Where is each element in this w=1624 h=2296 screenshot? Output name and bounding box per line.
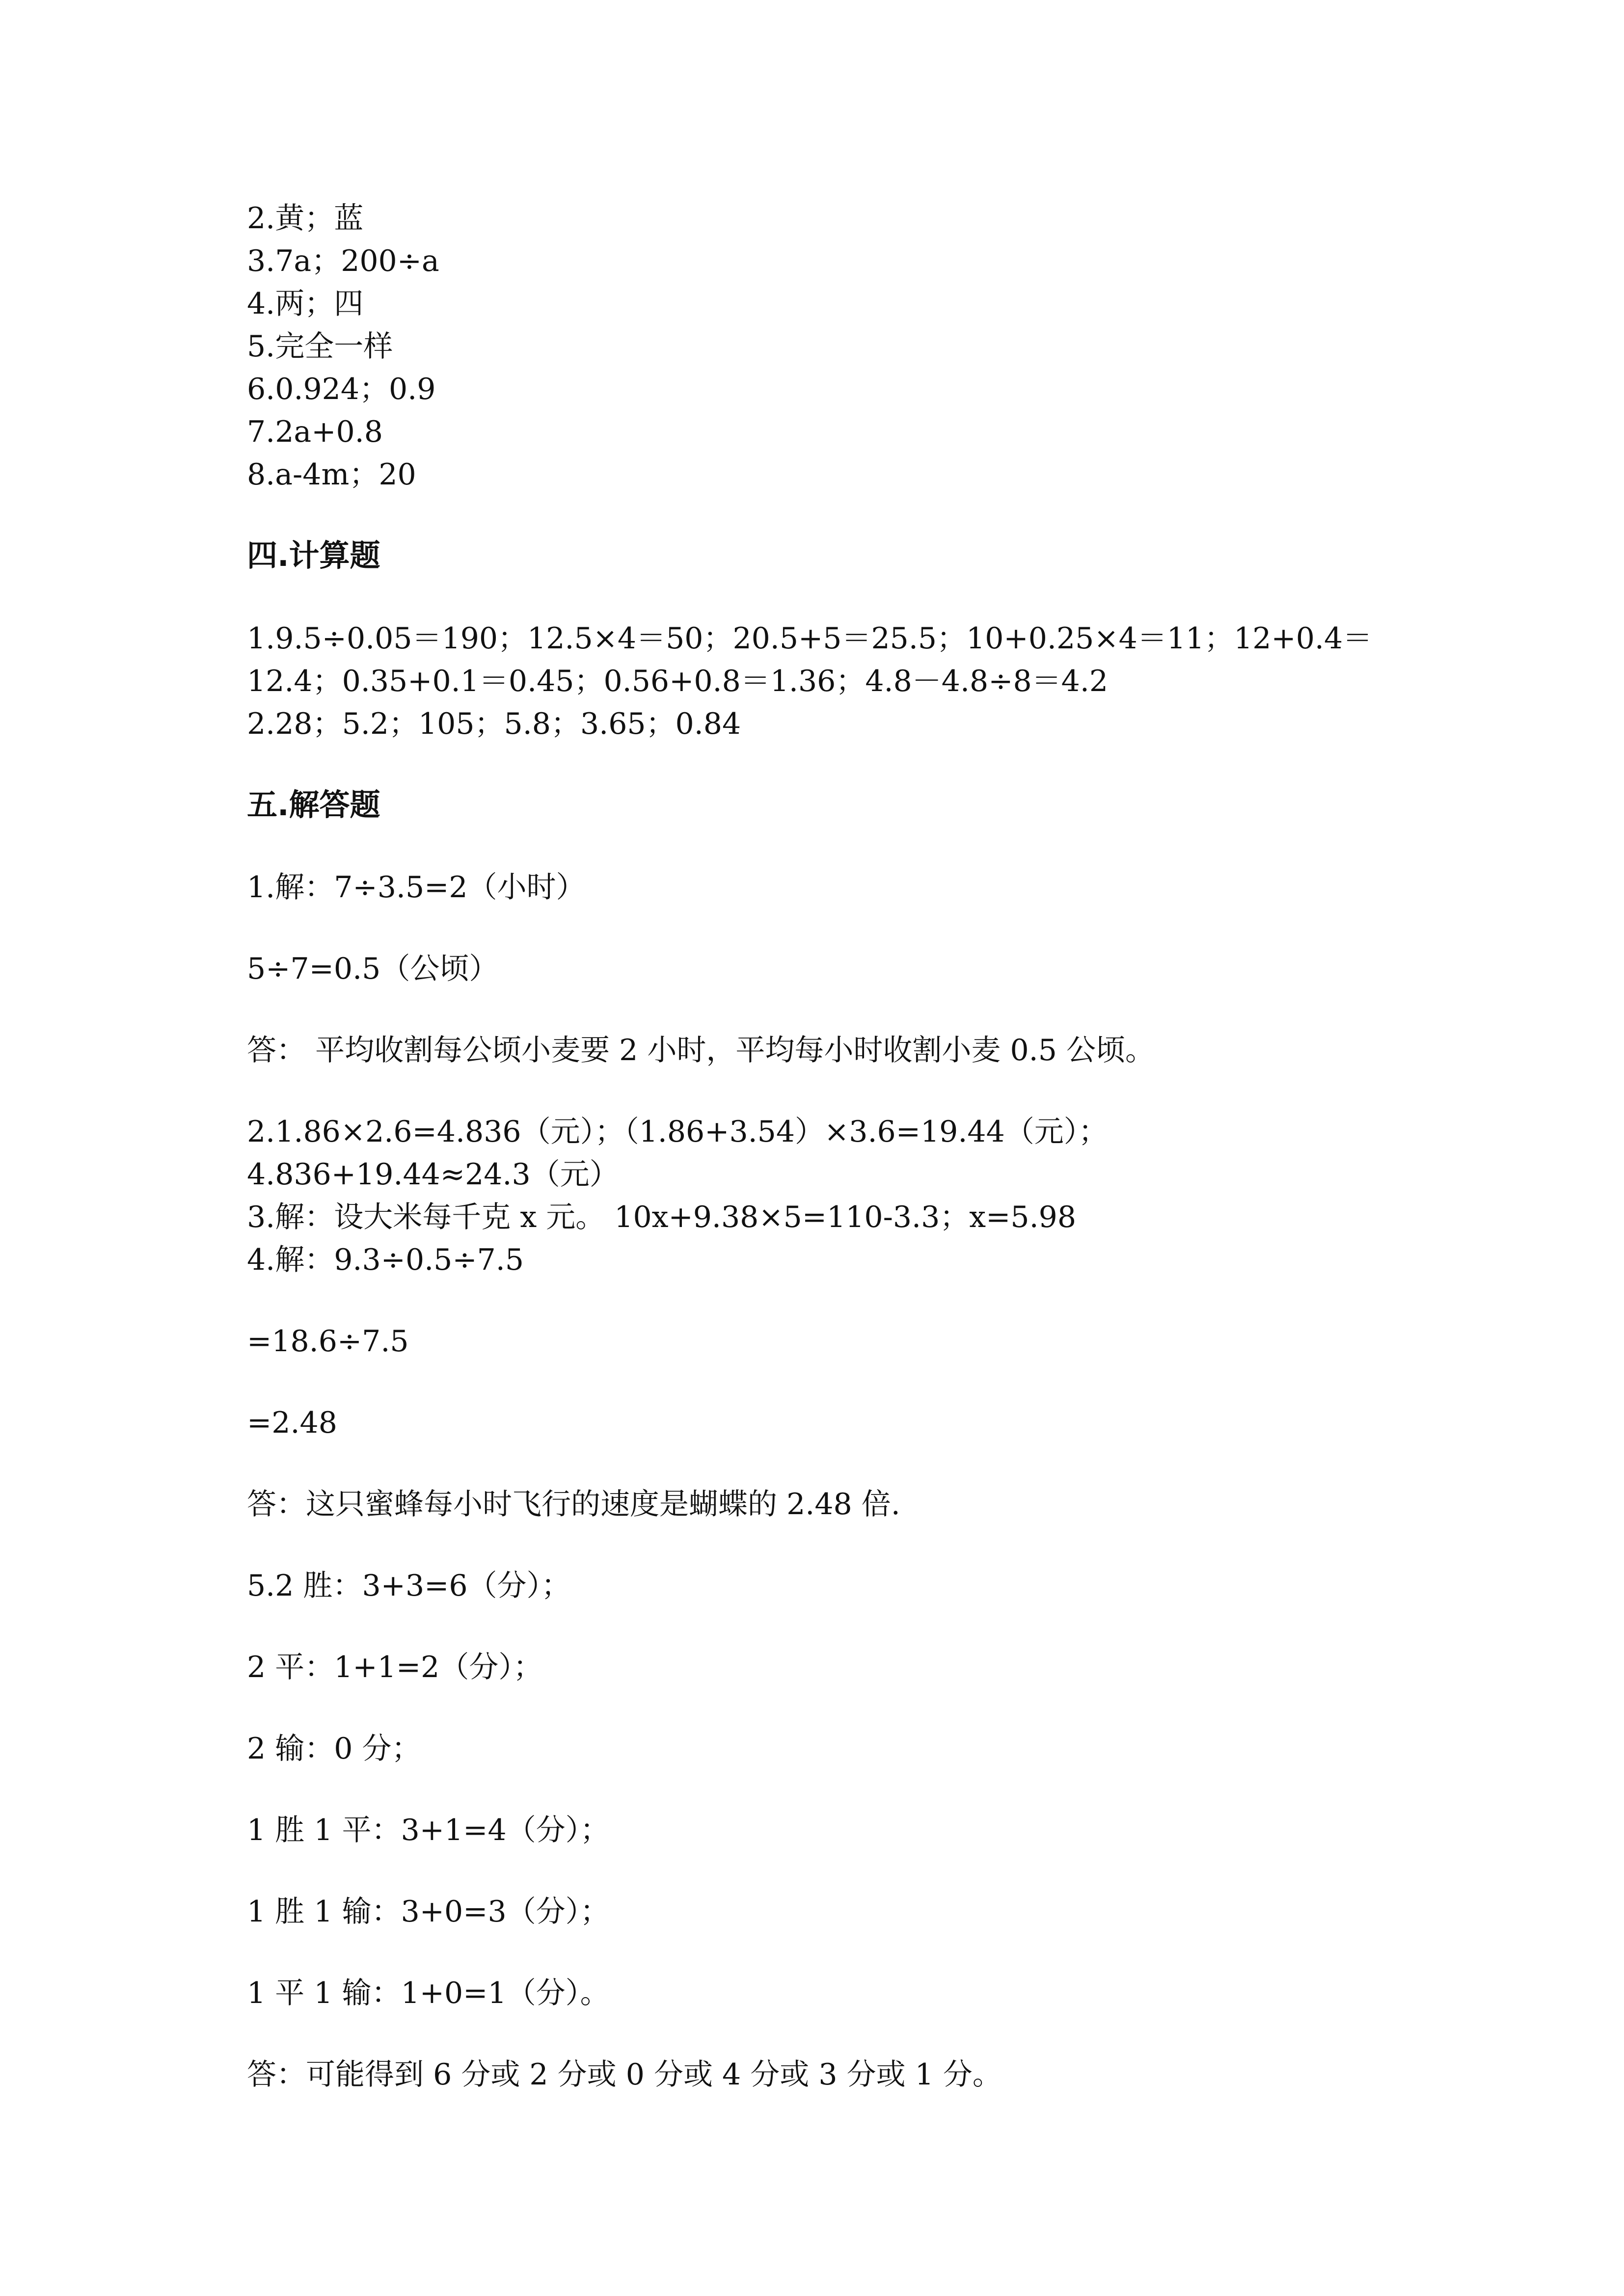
answer-line: 2.28；5.2；105；5.8；3.65；0.84 xyxy=(247,707,741,741)
answer-line: 5.完全一样 xyxy=(247,329,393,364)
answer-line: 4.836+19.44≈24.3（元） xyxy=(247,1157,619,1192)
section-heading-solutions: 五.解答题 xyxy=(247,787,380,823)
answer-line: 5.2 胜：3+3=6（分）； xyxy=(247,1569,571,1603)
section-heading-calculation: 四.计算题 xyxy=(247,537,380,573)
answer-line: =2.48 xyxy=(247,1406,337,1440)
answer-line: 4.两；四 xyxy=(247,287,364,321)
answer-line: 6.0.924；0.9 xyxy=(247,372,436,406)
answer-line: 7.2a+0.8 xyxy=(247,415,383,449)
answer-line: 1.9.5÷0.05＝190；12.5×4＝50；20.5+5＝25.5；10+0.25×4＝11；12+0.4＝ xyxy=(247,621,1373,656)
answer-line: 5÷7=0.5（公顷） xyxy=(247,952,499,986)
answer-line: 2.黄；蓝 xyxy=(247,201,364,236)
answer-line: 2 平：1+1=2（分）； xyxy=(247,1650,543,1684)
answer-line: 3.解：设大米每千克 x 元。 10x+9.38×5=110-3.3；x=5.98 xyxy=(247,1200,1076,1234)
answer-line: 8.a-4m；20 xyxy=(247,457,416,492)
answer-line: 答： 平均收割每公顷小麦要 2 小时，平均每小时收割小麦 0.5 公顷。 xyxy=(247,1033,1155,1068)
answer-line: 答：这只蜜蜂每小时飞行的速度是蝴蝶的 2.48 倍. xyxy=(247,1487,900,1522)
answer-line: 3.7a；200÷a xyxy=(247,244,439,278)
answer-line: 1 平 1 输：1+0=1（分）。 xyxy=(247,1976,610,2010)
answer-line: =18.6÷7.5 xyxy=(247,1324,409,1359)
answer-line: 12.4；0.35+0.1＝0.45；0.56+0.8＝1.36；4.8－4.8÷8＝4.2 xyxy=(247,664,1109,698)
answer-line: 1 胜 1 平：3+1=4（分）； xyxy=(247,1813,610,1847)
answer-line: 2.1.86×2.6=4.836（元）；（1.86+3.54）×3.6=19.44（元）； xyxy=(247,1115,1108,1149)
answer-line: 4.解：9.3÷0.5÷7.5 xyxy=(247,1243,524,1277)
answer-line: 1 胜 1 输：3+0=3（分）； xyxy=(247,1895,610,1929)
answer-line: 2 输：0 分； xyxy=(247,1732,421,1766)
answer-line: 1.解：7÷3.5=2（小时） xyxy=(247,870,586,905)
answer-line: 答：可能得到 6 分或 2 分或 0 分或 4 分或 3 分或 1 分。 xyxy=(247,2057,1002,2092)
